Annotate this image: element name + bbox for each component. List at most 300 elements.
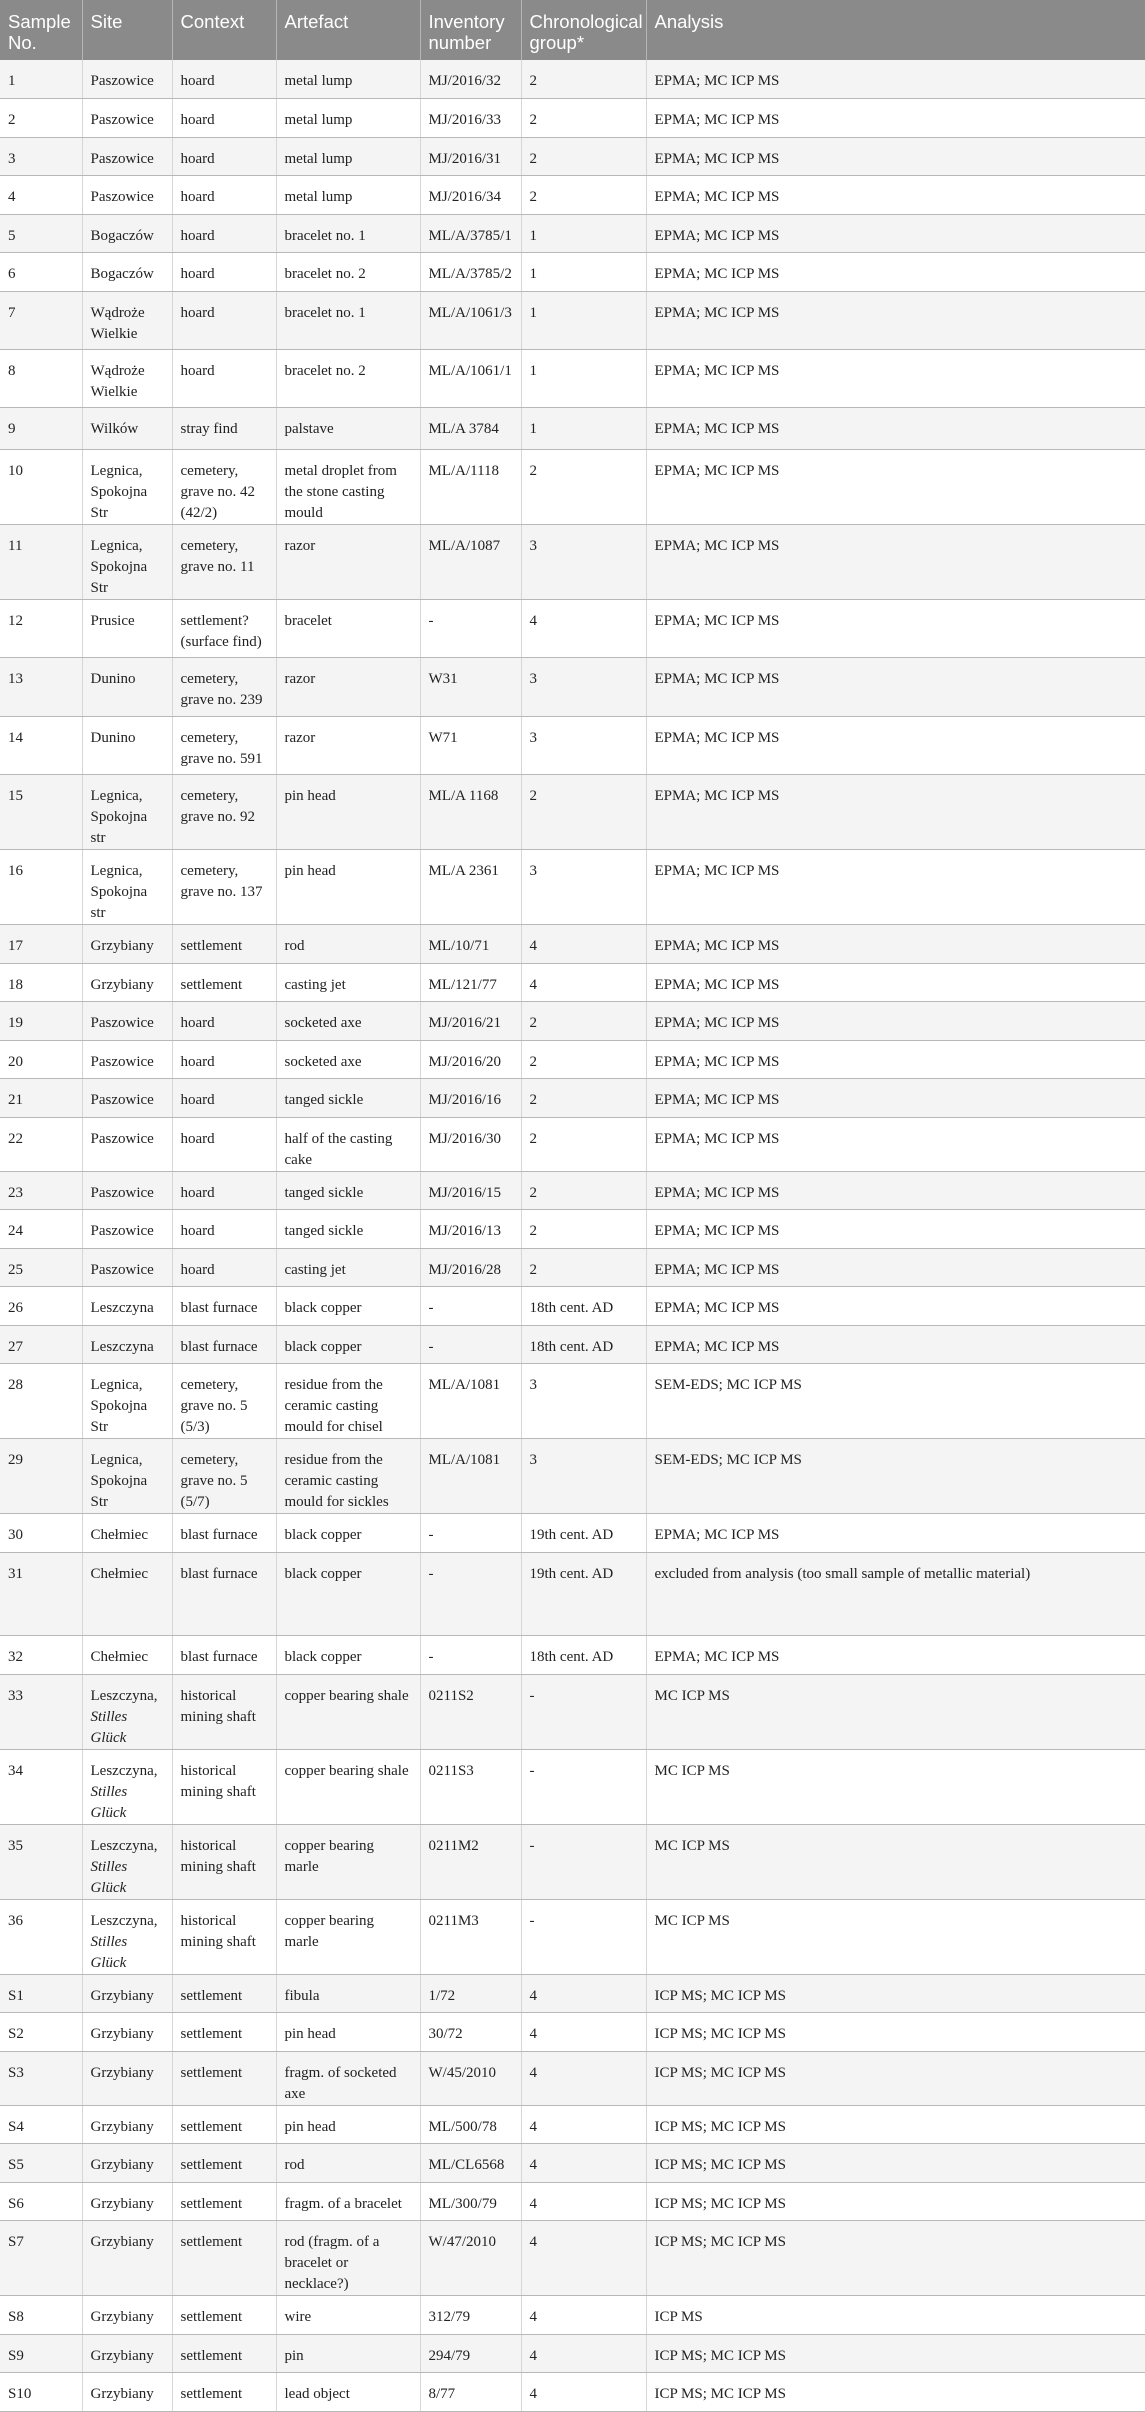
cell-analysis: EPMA; MC ICP MS: [646, 925, 1145, 964]
cell-artefact: copper bearing shale: [276, 1674, 420, 1749]
cell-artefact: bracelet: [276, 599, 420, 658]
cell-sample-no: 27: [0, 1325, 82, 1364]
cell-site: Chełmiec: [82, 1514, 172, 1553]
cell-analysis: ICP MS; MC ICP MS: [646, 2051, 1145, 2105]
cell-context: settlement: [172, 2182, 276, 2221]
cell-sample-no: S10: [0, 2373, 82, 2412]
cell-context: hoard: [172, 1210, 276, 1249]
cell-analysis: EPMA; MC ICP MS: [646, 214, 1145, 253]
cell-chronological-group: 2: [521, 1248, 646, 1287]
cell-artefact: pin: [276, 2334, 420, 2373]
cell-artefact: razor: [276, 524, 420, 599]
cell-sample-no: 30: [0, 1514, 82, 1553]
cell-site: Paszowice: [82, 1002, 172, 1041]
cell-inventory-number: 0211M2: [420, 1824, 521, 1899]
cell-analysis: EPMA; MC ICP MS: [646, 1079, 1145, 1118]
cell-context: cemetery, grave no. 137: [172, 850, 276, 925]
table-row: [0, 1287, 1145, 1326]
cell-sample-no: S7: [0, 2221, 82, 2296]
cell-analysis: SEM-EDS; MC ICP MS: [646, 1364, 1145, 1439]
cell-inventory-number: MJ/2016/33: [420, 99, 521, 138]
cell-analysis: MC ICP MS: [646, 1749, 1145, 1824]
cell-site: Grzybiany: [82, 925, 172, 964]
cell-inventory-number: ML/A/1061/1: [420, 349, 521, 407]
cell-context: settlement: [172, 963, 276, 1002]
site-name: Leszczyna,: [90, 1762, 158, 1779]
cell-context: cemetery, grave no. 11: [172, 524, 276, 599]
cell-site: Legnica, Spokojna Str: [82, 1364, 172, 1439]
cell-sample-no: 21: [0, 1079, 82, 1118]
site-subname: Stilles Glück: [90, 1858, 128, 1896]
cell-artefact: copper bearing marle: [276, 1824, 420, 1899]
cell-analysis: EPMA; MC ICP MS: [646, 1002, 1145, 1041]
cell-site: Dunino: [82, 658, 172, 717]
cell-context: hoard: [172, 99, 276, 138]
cell-artefact: tanged sickle: [276, 1079, 420, 1118]
cell-chronological-group: 18th cent. AD: [521, 1636, 646, 1675]
cell-chronological-group: 4: [521, 599, 646, 658]
cell-sample-no: 15: [0, 775, 82, 850]
table-row: [0, 1117, 1145, 1171]
cell-inventory-number: -: [420, 1325, 521, 1364]
cell-chronological-group: -: [521, 1749, 646, 1824]
cell-inventory-number: ML/A/3785/1: [420, 214, 521, 253]
cell-context: settlement: [172, 2013, 276, 2052]
cell-site: Leszczyna: [82, 1287, 172, 1326]
cell-context: blast furnace: [172, 1514, 276, 1553]
cell-artefact: rod (fragm. of a bracelet or necklace?): [276, 2221, 420, 2296]
cell-site: Grzybiany: [82, 2221, 172, 2296]
cell-artefact: fragm. of a bracelet: [276, 2182, 420, 2221]
cell-sample-no: 3: [0, 137, 82, 176]
table-row: [0, 349, 1145, 407]
table-row: [0, 2373, 1145, 2412]
cell-context: hoard: [172, 253, 276, 292]
cell-analysis: EPMA; MC ICP MS: [646, 1636, 1145, 1675]
cell-analysis: EPMA; MC ICP MS: [646, 1514, 1145, 1553]
cell-context: cemetery, grave no. 5 (5/3): [172, 1364, 276, 1439]
cell-artefact: tanged sickle: [276, 1171, 420, 1210]
cell-inventory-number: -: [420, 1514, 521, 1553]
cell-inventory-number: -: [420, 1287, 521, 1326]
cell-context: cemetery, grave no. 239: [172, 658, 276, 717]
cell-site: [82, 1899, 172, 1974]
cell-sample-no: 16: [0, 850, 82, 925]
cell-artefact: socketed axe: [276, 1040, 420, 1079]
cell-sample-no: 9: [0, 407, 82, 449]
cell-context: hoard: [172, 349, 276, 407]
cell-chronological-group: 18th cent. AD: [521, 1325, 646, 1364]
cell-site: Paszowice: [82, 1040, 172, 1079]
cell-chronological-group: 1: [521, 407, 646, 449]
cell-chronological-group: 4: [521, 2334, 646, 2373]
cell-context: hoard: [172, 60, 276, 99]
cell-chronological-group: 4: [521, 2373, 646, 2412]
cell-sample-no: 29: [0, 1439, 82, 1514]
cell-sample-no: 17: [0, 925, 82, 964]
cell-analysis: MC ICP MS: [646, 1824, 1145, 1899]
cell-context: hoard: [172, 1248, 276, 1287]
table-row: [0, 99, 1145, 138]
cell-analysis: ICP MS; MC ICP MS: [646, 2013, 1145, 2052]
cell-site: Wądroże Wielkie: [82, 349, 172, 407]
cell-inventory-number: MJ/2016/28: [420, 1248, 521, 1287]
cell-artefact: residue from the ceramic casting mould for sickles: [276, 1439, 420, 1514]
table-row: [0, 60, 1145, 99]
cell-context: historical mining shaft: [172, 1899, 276, 1974]
cell-analysis: EPMA; MC ICP MS: [646, 1171, 1145, 1210]
cell-inventory-number: ML/A/1061/3: [420, 291, 521, 349]
cell-artefact: rod: [276, 2144, 420, 2183]
cell-inventory-number: ML/CL6568: [420, 2144, 521, 2183]
table-row: [0, 1636, 1145, 1675]
table-row: [0, 2144, 1145, 2183]
cell-analysis: EPMA; MC ICP MS: [646, 291, 1145, 349]
cell-inventory-number: MJ/2016/16: [420, 1079, 521, 1118]
table-row: [0, 176, 1145, 215]
cell-sample-no: 36: [0, 1899, 82, 1974]
cell-sample-no: 31: [0, 1552, 82, 1636]
cell-inventory-number: W31: [420, 658, 521, 717]
cell-site: [82, 1824, 172, 1899]
cell-site: Grzybiany: [82, 2051, 172, 2105]
cell-inventory-number: 30/72: [420, 2013, 521, 2052]
cell-sample-no: S2: [0, 2013, 82, 2052]
cell-sample-no: 22: [0, 1117, 82, 1171]
cell-artefact: metal droplet from the stone casting mould: [276, 449, 420, 524]
cell-inventory-number: MJ/2016/15: [420, 1171, 521, 1210]
cell-inventory-number: -: [420, 1636, 521, 1675]
cell-context: settlement? (surface find): [172, 599, 276, 658]
cell-context: blast furnace: [172, 1636, 276, 1675]
cell-site: Grzybiany: [82, 2182, 172, 2221]
cell-sample-no: 12: [0, 599, 82, 658]
cell-inventory-number: 312/79: [420, 2296, 521, 2335]
cell-analysis: MC ICP MS: [646, 1674, 1145, 1749]
cell-chronological-group: 4: [521, 925, 646, 964]
cell-context: hoard: [172, 176, 276, 215]
cell-chronological-group: 2: [521, 1002, 646, 1041]
cell-inventory-number: 1/72: [420, 1974, 521, 2013]
table-row: [0, 1514, 1145, 1553]
cell-context: settlement: [172, 2221, 276, 2296]
table-row: [0, 407, 1145, 449]
cell-sample-no: 18: [0, 963, 82, 1002]
cell-artefact: metal lump: [276, 176, 420, 215]
cell-sample-no: 24: [0, 1210, 82, 1249]
table-row: [0, 1674, 1145, 1749]
header-row: [0, 0, 1145, 60]
cell-site: Grzybiany: [82, 2105, 172, 2144]
cell-inventory-number: ML/A/1081: [420, 1364, 521, 1439]
cell-inventory-number: MJ/2016/30: [420, 1117, 521, 1171]
cell-site: Chełmiec: [82, 1636, 172, 1675]
cell-site: Grzybiany: [82, 1974, 172, 2013]
cell-artefact: rod: [276, 925, 420, 964]
cell-sample-no: S4: [0, 2105, 82, 2144]
table-row: [0, 1974, 1145, 2013]
cell-site: Paszowice: [82, 1079, 172, 1118]
cell-site: Grzybiany: [82, 2296, 172, 2335]
cell-chronological-group: 2: [521, 449, 646, 524]
cell-artefact: razor: [276, 716, 420, 775]
cell-sample-no: 23: [0, 1171, 82, 1210]
cell-chronological-group: 2: [521, 99, 646, 138]
cell-chronological-group: 1: [521, 291, 646, 349]
cell-sample-no: 26: [0, 1287, 82, 1326]
cell-site: Paszowice: [82, 176, 172, 215]
cell-sample-no: 2: [0, 99, 82, 138]
cell-chronological-group: 2: [521, 1171, 646, 1210]
cell-analysis: EPMA; MC ICP MS: [646, 1248, 1145, 1287]
cell-analysis: excluded from analysis (too small sample of metallic material): [646, 1552, 1145, 1636]
cell-site: Leszczyna: [82, 1325, 172, 1364]
cell-analysis: ICP MS; MC ICP MS: [646, 2334, 1145, 2373]
cell-sample-no: S8: [0, 2296, 82, 2335]
cell-context: settlement: [172, 1974, 276, 2013]
cell-artefact: residue from the ceramic casting mould for chisel: [276, 1364, 420, 1439]
table-row: [0, 1749, 1145, 1824]
cell-sample-no: 33: [0, 1674, 82, 1749]
site-name: Leszczyna,: [90, 1837, 158, 1854]
cell-sample-no: S9: [0, 2334, 82, 2373]
site-subname: Stilles Glück: [90, 1783, 128, 1821]
cell-chronological-group: 2: [521, 1210, 646, 1249]
cell-inventory-number: MJ/2016/20: [420, 1040, 521, 1079]
cell-context: blast furnace: [172, 1287, 276, 1326]
cell-context: cemetery, grave no. 42 (42/2): [172, 449, 276, 524]
table-row: [0, 1824, 1145, 1899]
cell-site: Paszowice: [82, 137, 172, 176]
cell-inventory-number: ML/500/78: [420, 2105, 521, 2144]
cell-site: Bogaczów: [82, 253, 172, 292]
cell-sample-no: 13: [0, 658, 82, 717]
cell-chronological-group: 3: [521, 524, 646, 599]
cell-context: blast furnace: [172, 1325, 276, 1364]
cell-chronological-group: 4: [521, 2051, 646, 2105]
cell-analysis: EPMA; MC ICP MS: [646, 99, 1145, 138]
cell-context: settlement: [172, 2334, 276, 2373]
table-row: [0, 524, 1145, 599]
cell-site: Grzybiany: [82, 2144, 172, 2183]
cell-sample-no: 34: [0, 1749, 82, 1824]
table-row: [0, 963, 1145, 1002]
table-row: [0, 449, 1145, 524]
cell-site: Legnica, Spokojna str: [82, 775, 172, 850]
cell-inventory-number: ML/A 1168: [420, 775, 521, 850]
cell-context: hoard: [172, 1079, 276, 1118]
cell-sample-no: S6: [0, 2182, 82, 2221]
cell-chronological-group: -: [521, 1899, 646, 1974]
cell-chronological-group: 19th cent. AD: [521, 1552, 646, 1636]
cell-chronological-group: 2: [521, 775, 646, 850]
cell-analysis: EPMA; MC ICP MS: [646, 407, 1145, 449]
cell-sample-no: 1: [0, 60, 82, 99]
table-row: [0, 658, 1145, 717]
cell-inventory-number: MJ/2016/32: [420, 60, 521, 99]
header-site: Site: [82, 0, 172, 60]
header-context: Context: [172, 0, 276, 60]
cell-artefact: black copper: [276, 1325, 420, 1364]
cell-analysis: EPMA; MC ICP MS: [646, 524, 1145, 599]
table-row: [0, 1325, 1145, 1364]
table-row: [0, 2013, 1145, 2052]
table-row: [0, 925, 1145, 964]
header-inventory-number: Inventory number: [420, 0, 521, 60]
cell-inventory-number: ML/121/77: [420, 963, 521, 1002]
cell-analysis: ICP MS; MC ICP MS: [646, 2182, 1145, 2221]
cell-site: Legnica, Spokojna Str: [82, 524, 172, 599]
table-row: [0, 2051, 1145, 2105]
cell-site: Chełmiec: [82, 1552, 172, 1636]
cell-sample-no: 5: [0, 214, 82, 253]
cell-analysis: EPMA; MC ICP MS: [646, 963, 1145, 1002]
cell-artefact: wire: [276, 2296, 420, 2335]
cell-analysis: EPMA; MC ICP MS: [646, 1287, 1145, 1326]
cell-site: Grzybiany: [82, 2013, 172, 2052]
cell-analysis: EPMA; MC ICP MS: [646, 1210, 1145, 1249]
cell-context: historical mining shaft: [172, 1749, 276, 1824]
cell-inventory-number: ML/A/1087: [420, 524, 521, 599]
table-row: [0, 1040, 1145, 1079]
table-row: [0, 214, 1145, 253]
cell-artefact: palstave: [276, 407, 420, 449]
cell-analysis: EPMA; MC ICP MS: [646, 1325, 1145, 1364]
table-row: [0, 1210, 1145, 1249]
cell-artefact: metal lump: [276, 99, 420, 138]
table-row: [0, 253, 1145, 292]
cell-context: historical mining shaft: [172, 1674, 276, 1749]
cell-context: settlement: [172, 2051, 276, 2105]
cell-sample-no: 35: [0, 1824, 82, 1899]
cell-sample-no: 19: [0, 1002, 82, 1041]
site-name: Leszczyna,: [90, 1912, 158, 1929]
cell-artefact: black copper: [276, 1636, 420, 1675]
header-sample-no: Sample No.: [0, 0, 82, 60]
cell-chronological-group: 18th cent. AD: [521, 1287, 646, 1326]
cell-inventory-number: 8/77: [420, 2373, 521, 2412]
cell-artefact: black copper: [276, 1514, 420, 1553]
cell-inventory-number: ML/A 2361: [420, 850, 521, 925]
cell-site: Grzybiany: [82, 2334, 172, 2373]
cell-context: blast furnace: [172, 1552, 276, 1636]
cell-chronological-group: 4: [521, 2013, 646, 2052]
cell-artefact: pin head: [276, 2105, 420, 2144]
cell-context: settlement: [172, 925, 276, 964]
cell-inventory-number: -: [420, 599, 521, 658]
cell-site: Wilków: [82, 407, 172, 449]
cell-analysis: EPMA; MC ICP MS: [646, 253, 1145, 292]
cell-site: [82, 1674, 172, 1749]
cell-analysis: EPMA; MC ICP MS: [646, 850, 1145, 925]
cell-site: Legnica, Spokojna str: [82, 850, 172, 925]
cell-site: Paszowice: [82, 1117, 172, 1171]
cell-chronological-group: 3: [521, 716, 646, 775]
cell-chronological-group: 1: [521, 253, 646, 292]
cell-site: Wądroże Wielkie: [82, 291, 172, 349]
cell-sample-no: 11: [0, 524, 82, 599]
cell-inventory-number: W/45/2010: [420, 2051, 521, 2105]
cell-context: hoard: [172, 214, 276, 253]
cell-chronological-group: 4: [521, 2221, 646, 2296]
cell-inventory-number: 294/79: [420, 2334, 521, 2373]
cell-site: Legnica, Spokojna Str: [82, 1439, 172, 1514]
cell-sample-no: S5: [0, 2144, 82, 2183]
cell-site: Prusice: [82, 599, 172, 658]
cell-context: hoard: [172, 137, 276, 176]
cell-site: Grzybiany: [82, 963, 172, 1002]
table-row: [0, 1002, 1145, 1041]
cell-sample-no: 4: [0, 176, 82, 215]
cell-context: stray find: [172, 407, 276, 449]
cell-site: Paszowice: [82, 1171, 172, 1210]
cell-artefact: bracelet no. 1: [276, 214, 420, 253]
cell-inventory-number: ML/10/71: [420, 925, 521, 964]
cell-context: hoard: [172, 291, 276, 349]
cell-analysis: SEM-EDS; MC ICP MS: [646, 1439, 1145, 1514]
table-row: [0, 775, 1145, 850]
cell-artefact: bracelet no. 2: [276, 349, 420, 407]
cell-analysis: EPMA; MC ICP MS: [646, 449, 1145, 524]
cell-analysis: EPMA; MC ICP MS: [646, 1117, 1145, 1171]
cell-analysis: MC ICP MS: [646, 1899, 1145, 1974]
cell-artefact: socketed axe: [276, 1002, 420, 1041]
cell-context: hoard: [172, 1171, 276, 1210]
cell-chronological-group: 4: [521, 2144, 646, 2183]
table-row: [0, 1364, 1145, 1439]
cell-chronological-group: 19th cent. AD: [521, 1514, 646, 1553]
table-row: [0, 137, 1145, 176]
cell-site: Paszowice: [82, 1210, 172, 1249]
cell-sample-no: 8: [0, 349, 82, 407]
table-row: [0, 1552, 1145, 1636]
cell-chronological-group: 2: [521, 1079, 646, 1118]
cell-chronological-group: 1: [521, 214, 646, 253]
cell-analysis: EPMA; MC ICP MS: [646, 599, 1145, 658]
cell-chronological-group: -: [521, 1674, 646, 1749]
cell-sample-no: 7: [0, 291, 82, 349]
table-row: [0, 2105, 1145, 2144]
cell-inventory-number: MJ/2016/34: [420, 176, 521, 215]
cell-context: cemetery, grave no. 92: [172, 775, 276, 850]
cell-artefact: bracelet no. 1: [276, 291, 420, 349]
table-row: [0, 2296, 1145, 2335]
table-row: [0, 2334, 1145, 2373]
table-row: [0, 850, 1145, 925]
cell-chronological-group: 3: [521, 1364, 646, 1439]
cell-artefact: bracelet no. 2: [276, 253, 420, 292]
cell-artefact: fragm. of socketed axe: [276, 2051, 420, 2105]
table-row: [0, 291, 1145, 349]
cell-artefact: casting jet: [276, 963, 420, 1002]
cell-site: Paszowice: [82, 1248, 172, 1287]
cell-analysis: EPMA; MC ICP MS: [646, 137, 1145, 176]
cell-site: Paszowice: [82, 99, 172, 138]
cell-inventory-number: MJ/2016/21: [420, 1002, 521, 1041]
cell-analysis: ICP MS; MC ICP MS: [646, 2105, 1145, 2144]
cell-inventory-number: -: [420, 1552, 521, 1636]
cell-site: [82, 1749, 172, 1824]
cell-context: historical mining shaft: [172, 1824, 276, 1899]
cell-chronological-group: -: [521, 1824, 646, 1899]
cell-inventory-number: ML/300/79: [420, 2182, 521, 2221]
cell-context: settlement: [172, 2105, 276, 2144]
site-subname: Stilles Glück: [90, 1933, 128, 1971]
cell-artefact: tanged sickle: [276, 1210, 420, 1249]
table-row: [0, 599, 1145, 658]
cell-chronological-group: 2: [521, 1040, 646, 1079]
cell-inventory-number: MJ/2016/31: [420, 137, 521, 176]
